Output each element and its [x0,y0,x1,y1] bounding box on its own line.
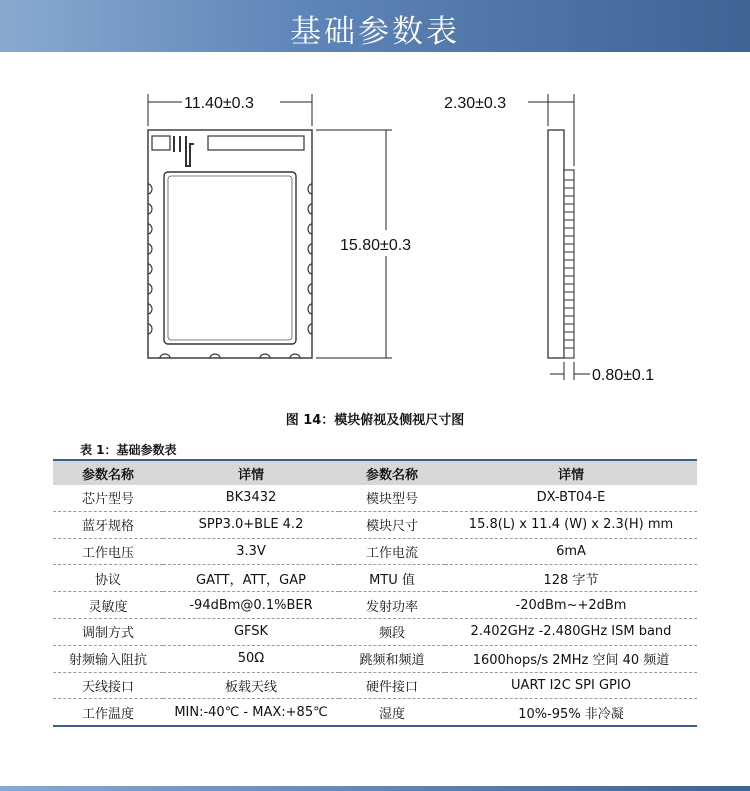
table-cell: 湿度 [339,699,445,726]
table-cell: 板载天线 [163,672,339,699]
table-cell: 频段 [339,618,445,645]
table-cell: 工作电压 [53,538,163,565]
header-param-name: 参数名称 [53,460,163,485]
table-row [53,645,697,672]
table-row [53,538,697,565]
table-cell: MIN:-40℃ - MAX:+85℃ [163,699,339,726]
table-row [53,699,697,726]
table-cell: 发射功率 [339,592,445,619]
table-row [53,511,697,538]
table-cell: 天线接口 [53,672,163,699]
spec-table [53,459,697,727]
header-banner [0,0,750,52]
table-cell: 跳频和频道 [339,645,445,672]
shield-can [164,172,296,344]
table-cell: 芯片型号 [53,485,163,511]
table-cell: 10%-95% 非冷凝 [445,699,697,726]
table-cell: 灵敏度 [53,592,163,619]
table-cell: 协议 [53,565,163,592]
page-title: 基础参数表 [290,14,460,50]
table-cell: 3.3V [163,538,339,565]
table-cell: 硬件接口 [339,672,445,699]
table-cell: 128 字节 [445,565,697,592]
table-row [53,485,697,511]
table-cell: 调制方式 [53,618,163,645]
table-cell: 6mA [445,538,697,565]
table-cell: GFSK [163,618,339,645]
table-cell: 模块型号 [339,485,445,511]
table-cell: DX-BT04-E [445,485,697,511]
width-dimension-label: 11.40±0.3 [184,95,254,112]
table-cell: 15.8(L) x 11.4 (W) x 2.3(H) mm [445,511,697,538]
table-cell: 工作电流 [339,538,445,565]
table-cell: 模块尺寸 [339,511,445,538]
table-cell: 射频输入阻抗 [53,645,163,672]
table-cell: 1600hops/s 2MHz 空间 40 频道 [445,645,697,672]
table-cell: 蓝牙规格 [53,511,163,538]
figure-caption: 图 14：模块俯视及侧视尺寸图 [285,413,465,428]
thickness-dimension-label: 2.30±0.3 [444,95,507,112]
header-detail: 详情 [163,460,339,485]
table-cell: -20dBm~+2dBm [445,592,697,619]
module-dimension-drawing [120,80,700,400]
table-cell: GATT，ATT，GAP [163,565,339,592]
table-row [53,618,697,645]
table-cell: UART I2C SPI GPIO [445,672,697,699]
table-row [53,592,697,619]
table-cell: -94dBm@0.1%BER [163,592,339,619]
table-cell: MTU 值 [339,565,445,592]
table-cell: 2.402GHz -2.480GHz ISM band [445,618,697,645]
table-row [53,672,697,699]
table-cell: BK3432 [163,485,339,511]
table-cell: 工作温度 [53,699,163,726]
table-title: 表 1：基础参数表 [80,443,177,457]
pin-dimension-label: 0.80±0.1 [592,367,655,384]
footer-bar [0,786,750,791]
side-view-pcb [564,170,574,358]
header-param-name: 参数名称 [339,460,445,485]
table-header-row [53,460,697,485]
length-dimension-label: 15.80±0.3 [340,237,412,254]
side-view-shield [548,130,564,358]
table-cell: 50Ω [163,645,339,672]
table-row [53,565,697,592]
table-cell: SPP3.0+BLE 4.2 [163,511,339,538]
header-detail: 详情 [445,460,697,485]
